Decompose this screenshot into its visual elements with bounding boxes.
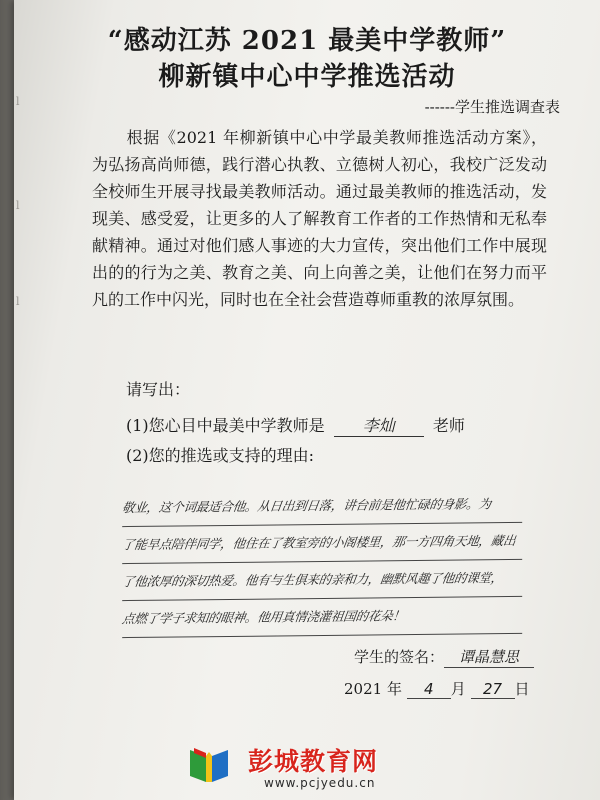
bleed-through-mark: l bbox=[16, 95, 20, 108]
reason-line: 点燃了学子求知的眼神。他用真情浇灌祖国的花朵！ bbox=[122, 597, 522, 638]
intro-text: 根据《2021 年柳新镇中心中学最美教师推选活动方案》，为弘扬高尚师德，践行潜心执教、立德树人初心，我校广泛发动全校师生开展寻找最美教师活动。通过最美教师的推选活动，发现美、感受爱，让更多的人了解教育工作者的工作热情和无私奉献精神。通过对他们感人事迹的大力宣传，突出他们工作中展现出的的行为之美、教育之美、向上向善之美，让他们在努力而平凡的工作中闪光，同时也在全社会营造尊师重教的浓厚氛围。 bbox=[92, 128, 547, 309]
reason-line: 了他浓厚的深切热爱。他有与生俱来的亲和力，幽默风趣了他的课堂， bbox=[122, 560, 522, 601]
reason-line: 了能早点陪伴同学，他住在了教室旁的小阁楼里，那一方四角天地，藏出 bbox=[122, 523, 522, 564]
intro-paragraph bbox=[92, 124, 547, 313]
book-logo-icon bbox=[186, 744, 232, 784]
watermark-name: 彭城教育网 bbox=[248, 747, 379, 776]
prompt-text: 请写出： bbox=[126, 380, 191, 399]
title-line-2: 柳新镇中心中学推选活动 bbox=[158, 62, 456, 92]
reason-line: 敬业，这个词最适合他。从日出到日落，讲台前是他忙碌的身影。为 bbox=[122, 486, 522, 527]
form-subtitle: ------学生推选调查表 bbox=[424, 98, 560, 116]
question-2: (2)您的推选或支持的理由: bbox=[126, 446, 315, 465]
question-1-prefix: (1)您心目中最美中学教师是 bbox=[126, 416, 325, 435]
student-signature: 谭晶慧思 bbox=[444, 646, 534, 668]
question-1-suffix: 老师 bbox=[432, 416, 465, 435]
date-month: 4 bbox=[407, 680, 451, 699]
handwritten-reason bbox=[122, 488, 522, 636]
signature-label: 学生的签名： bbox=[354, 648, 445, 666]
signature-row bbox=[354, 646, 534, 668]
title-line-1: “感动江苏 2021 最美中学教师” bbox=[107, 26, 507, 56]
date-year: 2021 年 bbox=[344, 680, 402, 698]
date-month-unit: 月 bbox=[450, 680, 466, 698]
date-row bbox=[344, 678, 530, 699]
survey-sheet bbox=[14, 0, 600, 800]
question-1 bbox=[126, 416, 465, 437]
bleed-through-mark: l bbox=[16, 295, 20, 308]
date-day: 27 bbox=[471, 680, 515, 699]
date-day-unit: 日 bbox=[514, 680, 530, 698]
bleed-through-mark: l bbox=[16, 199, 20, 212]
site-watermark bbox=[186, 742, 416, 796]
favorite-teacher-answer: 李灿 bbox=[334, 416, 424, 437]
watermark-url: www.pcjyedu.cn bbox=[264, 776, 376, 790]
